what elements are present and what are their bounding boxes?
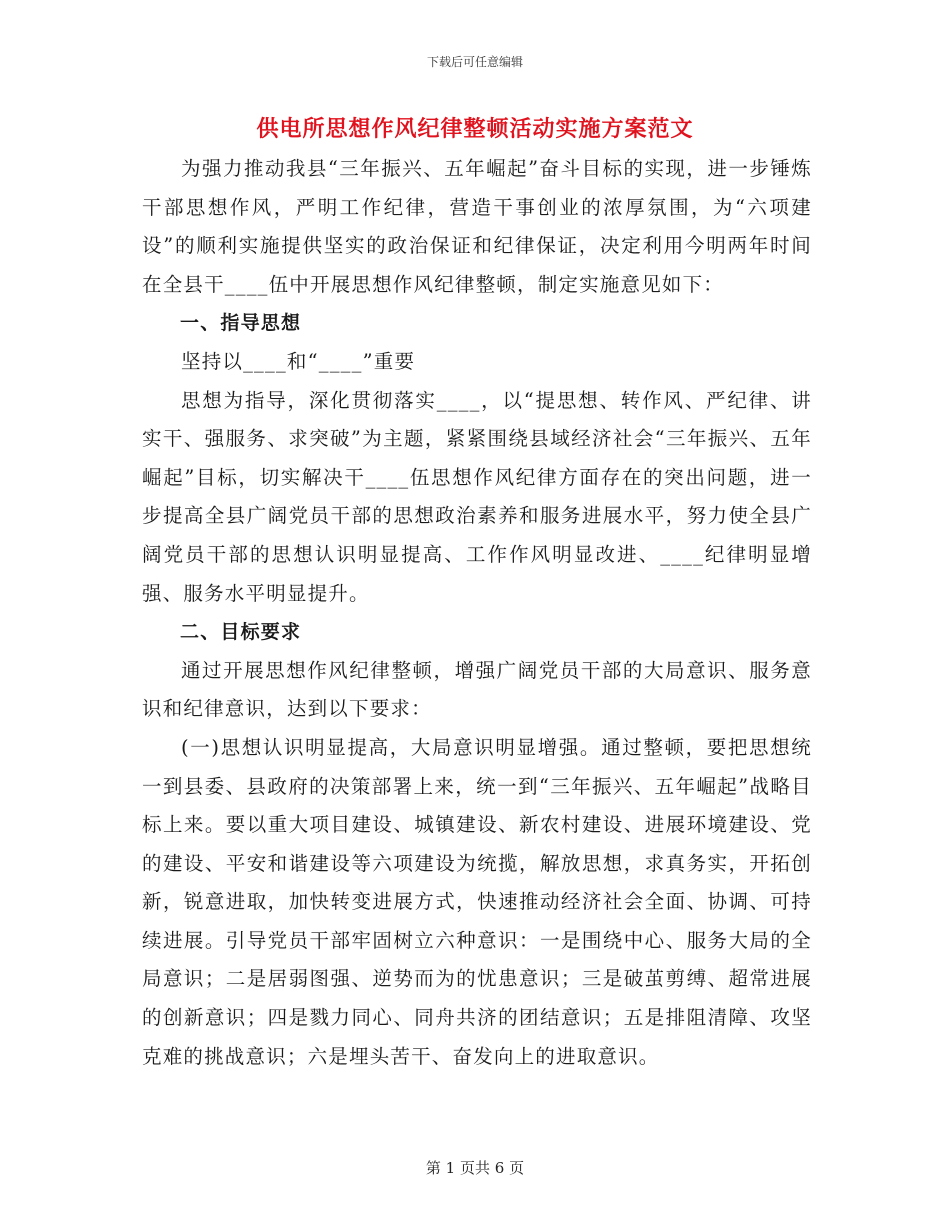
section-heading-goals: 二、目标要求 <box>180 621 302 644</box>
page-number-footer: 第 1 页共 6 页 <box>425 1159 525 1177</box>
goals-item-1-paragraph: (一)思想认识明显提高，大局意识明显增强。通过整顿，要把思想统一到县委、县政府的决策部署上来，统一到“三年振兴、五年崛起”战略目标上来。要以重大项目建设、城镇建设、新农村建设、进展环境建设、党的建设、平安和谐建设等六项建设为统揽，解放思想，求真务实，开拓创新，锐意进取，加快转变进展方式，快速推动经济社会全面、协调、可持续进展。引导党员干部牢固树立六种意识：一是围绕中心、服务大局的全局意识；二是居弱图强、逆势而为的忧患意识；三是破茧剪缚、超常进展的创新意识；四是戮力同心、同舟共济的团结意识；五是排阻清障、攻坚克难的挑战意识；六是埋头苦干、奋发向上的进取意识。 <box>142 735 812 1068</box>
goals-intro-paragraph: 通过开展思想作风纪律整顿，增强广阔党员干部的大局意识、服务意识和纪律意识，达到以下要求： <box>142 658 812 721</box>
intro-paragraph: 为强力推动我县“三年振兴、五年崛起”奋斗目标的实现，进一步锤炼干部思想作风，严明工作纪律，营造干事创业的浓厚氛围，为“六项建设”的顺利实施提供坚实的政治保证和纪律保证，决定利用今明两年时间在全县干____伍中开展思想作风纪律整顿，制定实施意见如下： <box>142 157 812 296</box>
guiding-ideology-line: 坚持以____和“____”重要 <box>181 349 416 373</box>
document-title: 供电所思想作风纪律整顿活动实施方案范文 <box>256 117 694 142</box>
section-heading-guiding-ideology: 一、指导思想 <box>180 312 302 335</box>
header-note: 下载后可任意编辑 <box>426 55 523 69</box>
document-body <box>142 150 812 1076</box>
guiding-ideology-paragraph: 思想为指导，深化贯彻落实____，以“提思想、转作风、严纪律、讲实干、强服务、求突破”为主题，紧紧围绕县域经济社会“三年振兴、五年崛起”目标，切实解决干____伍思想作风纪律方面存在的突出问题，进一步提高全县广阔党员干部的思想政治素养和服务进展水平，努力使全县广阔党员干部的思想认识明显提高、工作作风明显改进、____纪律明显增强、服务水平明显提升。 <box>142 388 812 605</box>
